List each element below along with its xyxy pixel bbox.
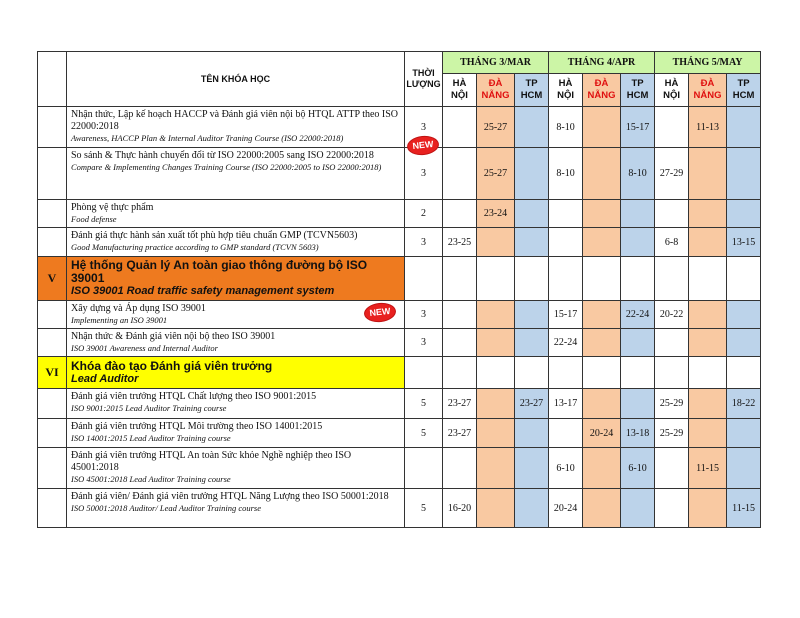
course-name-cell [67,148,405,200]
schedule-date-mar-hanoi [443,107,477,148]
schedule-date-may-hanoi: 25-29 [655,419,689,448]
course-duration: 3 [405,228,443,257]
course-name-vi: Đánh giá viên trưởng HTQL An toàn Sức khỏe Nghề nghiệp theo ISO 45001:2018 [71,450,352,473]
schedule-date-may-hcm: 13-15 [727,228,761,257]
schedule-date-apr-danang [583,329,621,357]
schedule-date-may-hanoi: 20-22 [655,301,689,329]
schedule-date-mar-hanoi [443,148,477,200]
section-title-en: Lead Auditor [71,372,139,385]
schedule-date-may-hcm: 18-22 [727,389,761,419]
course-row [38,329,761,357]
section-empty-cell [443,257,477,301]
course-name-en: ISO 14001:2015 Lead Auditor Training course [71,433,231,443]
schedule-date-apr-danang [583,489,621,528]
schedule-date-mar-hcm [515,301,549,329]
schedule-date-apr-hcm: 13-18 [621,419,655,448]
schedule-date-may-hcm [727,301,761,329]
schedule-date-apr-danang [583,389,621,419]
schedule-date-apr-hanoi: 8-10 [549,148,583,200]
schedule-date-may-hanoi: 27-29 [655,148,689,200]
course-name-en: Food defense [71,214,117,224]
schedule-date-may-hanoi [655,200,689,228]
schedule-date-mar-hanoi: 23-27 [443,419,477,448]
schedule-date-may-hanoi: 25-29 [655,389,689,419]
schedule-date-may-hcm [727,419,761,448]
course-name-cell [67,329,405,357]
schedule-date-apr-hanoi: 6-10 [549,448,583,489]
schedule-date-mar-hanoi [443,301,477,329]
schedule-date-mar-hcm [515,107,549,148]
course-row [38,301,761,329]
section-empty-cell [549,357,583,389]
schedule-date-may-hcm [727,448,761,489]
course-name-cell [67,419,405,448]
section-title-en: ISO 39001 Road traffic safety management system [71,285,335,297]
city-header-hanoi: HÀ NỘI [549,74,583,107]
city-header-hcm: TP HCM [621,74,655,107]
schedule-date-may-hcm [727,148,761,200]
training-schedule-table [37,51,761,528]
schedule-date-mar-hcm [515,148,549,200]
course-name-vi: So sánh & Thực hành chuyển đổi từ ISO 22000:2005 sang ISO 22000:2018 [71,150,374,161]
schedule-date-apr-hcm [621,200,655,228]
course-row [38,489,761,528]
month-april-header: THÁNG 4/APR [549,52,655,74]
city-header-danang: ĐÀ NẴNG [689,74,727,107]
section-empty-cell [583,357,621,389]
city-header-danang: ĐÀ NẴNG [583,74,621,107]
schedule-date-apr-hcm [621,389,655,419]
schedule-date-may-hcm [727,107,761,148]
row-number-cell [38,329,67,357]
course-name-cell [67,107,405,148]
schedule-date-may-danang [689,228,727,257]
schedule-date-mar-hcm [515,228,549,257]
schedule-date-may-danang: 11-15 [689,448,727,489]
section-empty-cell [477,257,515,301]
schedule-date-may-hanoi [655,107,689,148]
schedule-date-mar-hanoi: 23-25 [443,228,477,257]
section-empty-cell [477,357,515,389]
schedule-date-apr-danang [583,301,621,329]
header-blank [38,52,67,107]
course-row [38,228,761,257]
course-row [38,448,761,489]
course-duration: 3 [405,329,443,357]
schedule-date-mar-danang: 23-24 [477,200,515,228]
schedule-date-may-danang [689,200,727,228]
course-duration: 3 [405,148,443,200]
section-empty-cell [689,257,727,301]
schedule-date-may-danang [689,389,727,419]
row-number-cell [38,448,67,489]
course-name-vi: Đánh giá viên trưởng HTQL Chất lượng theo ISO 9001:2015 [71,391,317,402]
schedule-date-may-hanoi [655,448,689,489]
row-number-cell [38,301,67,329]
row-number-cell [38,419,67,448]
schedule-date-may-hcm [727,200,761,228]
course-name-vi: Nhận thức & Đánh giá viên nội bộ theo ISO 39001 [71,331,276,342]
section-empty-cell [655,357,689,389]
section-empty-cell [583,257,621,301]
month-march-header: THÁNG 3/MAR [443,52,549,74]
schedule-date-mar-danang [477,489,515,528]
section-title [67,257,405,301]
row-number-cell [38,200,67,228]
schedule-date-may-hcm [727,329,761,357]
section-empty-cell [655,257,689,301]
course-name-vi: Phòng vệ thực phẩm [71,202,154,213]
row-number-cell [38,389,67,419]
section-empty-cell [443,357,477,389]
schedule-date-apr-hanoi: 13-17 [549,389,583,419]
section-number: VI [38,357,67,389]
schedule-date-apr-hcm: 22-24 [621,301,655,329]
course-name-vi: Đánh giá thực hành sản xuất tốt phù hợp tiêu chuẩn GMP (TCVN5603) [71,230,358,241]
course-name-vi: Đánh giá viên trưởng HTQL Môi trường theo ISO 14001:2015 [71,421,323,432]
schedule-date-mar-danang [477,389,515,419]
schedule-date-apr-danang [583,107,621,148]
section-number: V [38,257,67,301]
row-number-cell [38,107,67,148]
schedule-date-apr-hcm [621,489,655,528]
schedule-date-mar-danang [477,448,515,489]
course-duration [405,448,443,489]
schedule-date-apr-danang [583,148,621,200]
course-name-en: ISO 9001:2015 Lead Auditor Training course [71,403,227,413]
course-name-vi: Nhận thức, Lập kế hoạch HACCP và Đánh giá viên nội bộ HTQL ATTP theo ISO 22000:2018 [71,109,399,132]
schedule-date-mar-danang: 25-27 [477,148,515,200]
course-duration: 3 [405,107,443,148]
schedule-date-mar-danang [477,228,515,257]
city-header-hanoi: HÀ NỘI [443,74,477,107]
section-empty-cell [689,357,727,389]
course-name-en: Good Manufacturing practice according to GMP standard (TCVN 5603) [71,242,319,252]
schedule-date-apr-hcm: 15-17 [621,107,655,148]
city-header-hanoi: HÀ NỘI [655,74,689,107]
schedule-date-may-hanoi [655,489,689,528]
course-row [38,107,761,148]
section-empty-cell [515,257,549,301]
row-number-cell [38,148,67,200]
city-header-hcm: TP HCM [515,74,549,107]
course-row [38,148,761,200]
course-row [38,419,761,448]
schedule-date-apr-danang: 20-24 [583,419,621,448]
schedule-date-mar-danang [477,329,515,357]
section-row [38,257,761,301]
course-name-cell [67,301,405,329]
schedule-date-mar-danang [477,301,515,329]
city-header-hcm: TP HCM [727,74,761,107]
section-empty-cell [621,357,655,389]
section-empty-cell [727,357,761,389]
schedule-date-may-hanoi: 6-8 [655,228,689,257]
course-name-en: Compare & Implementing Changes Training Course (ISO 22000:2005 to ISO 22000:2018) [71,162,382,172]
schedule-date-apr-hanoi: 22-24 [549,329,583,357]
row-number-cell [38,489,67,528]
course-name-en: Awareness, HACCP Plan & Internal Auditor Traning Course (ISO 22000:2018) [71,133,344,143]
schedule-date-apr-danang [583,228,621,257]
course-row [38,389,761,419]
course-duration: 5 [405,419,443,448]
course-name-vi: Xây dựng và Áp dụng ISO 39001 [71,303,206,314]
course-name-cell [67,389,405,419]
course-duration: 5 [405,489,443,528]
schedule-date-mar-danang [477,419,515,448]
schedule-date-mar-hcm [515,489,549,528]
course-title-header: TÊN KHÓA HỌC [67,52,405,107]
course-duration: 2 [405,200,443,228]
schedule-date-mar-hanoi [443,329,477,357]
month-may-header: THÁNG 5/MAY [655,52,761,74]
schedule-date-mar-danang: 25-27 [477,107,515,148]
section-empty-cell [515,357,549,389]
schedule-date-apr-hcm: 6-10 [621,448,655,489]
schedule-date-apr-hanoi [549,419,583,448]
schedule-date-mar-hanoi [443,200,477,228]
course-duration: 3 [405,301,443,329]
schedule-date-mar-hanoi [443,448,477,489]
schedule-date-may-danang [689,489,727,528]
course-name-cell [67,200,405,228]
section-title-vi: Hệ thống Quản lý An toàn giao thông đường bộ ISO 39001 [71,258,368,285]
schedule-date-may-danang: 11-13 [689,107,727,148]
schedule-date-mar-hanoi: 23-27 [443,389,477,419]
schedule-date-apr-danang [583,200,621,228]
course-name-en: Implementing an ISO 39001 [71,315,168,325]
duration-header: THỜI LƯỢNG [405,52,443,107]
course-name-en: ISO 39001 Awareness and Internal Auditor [71,343,218,353]
schedule-date-apr-hanoi [549,228,583,257]
section-duration-cell [405,357,443,389]
course-name-cell [67,228,405,257]
schedule-date-may-hanoi [655,329,689,357]
schedule-date-mar-hcm: 23-27 [515,389,549,419]
course-name-cell [67,489,405,528]
schedule-date-apr-hanoi: 8-10 [549,107,583,148]
course-name-en: ISO 50001:2018 Auditor/ Lead Auditor Training course [71,503,262,513]
schedule-date-may-danang [689,329,727,357]
schedule-date-may-danang [689,148,727,200]
schedule-date-may-danang [689,301,727,329]
new-badge: NEW [364,302,396,322]
schedule-date-apr-danang [583,448,621,489]
section-duration-cell [405,257,443,301]
schedule-date-mar-hcm [515,200,549,228]
schedule-date-mar-hanoi: 16-20 [443,489,477,528]
city-header-danang: ĐÀ NẴNG [477,74,515,107]
schedule-date-apr-hcm [621,329,655,357]
course-duration: 5 [405,389,443,419]
course-name-en: ISO 45001:2018 Lead Auditor Training course [71,474,231,484]
schedule-date-mar-hcm [515,448,549,489]
section-empty-cell [621,257,655,301]
section-title [67,357,405,389]
section-empty-cell [549,257,583,301]
course-name-cell [67,448,405,489]
section-row [38,357,761,389]
course-name-vi: Đánh giá viên/ Đánh giá viên trưởng HTQL Năng Lượng theo ISO 50001:2018 [71,491,389,502]
schedule-date-may-hcm: 11-15 [727,489,761,528]
course-row [38,200,761,228]
section-title-vi: Khóa đào tạo Đánh giá viên trưởng [71,358,273,373]
schedule-date-apr-hanoi: 15-17 [549,301,583,329]
schedule-date-apr-hcm: 8-10 [621,148,655,200]
schedule-date-mar-hcm [515,329,549,357]
row-number-cell [38,228,67,257]
schedule-date-mar-hcm [515,419,549,448]
schedule-date-may-danang [689,419,727,448]
schedule-date-apr-hcm [621,228,655,257]
new-badge: NEW [407,135,439,155]
section-empty-cell [727,257,761,301]
schedule-date-apr-hanoi: 20-24 [549,489,583,528]
schedule-date-apr-hanoi [549,200,583,228]
